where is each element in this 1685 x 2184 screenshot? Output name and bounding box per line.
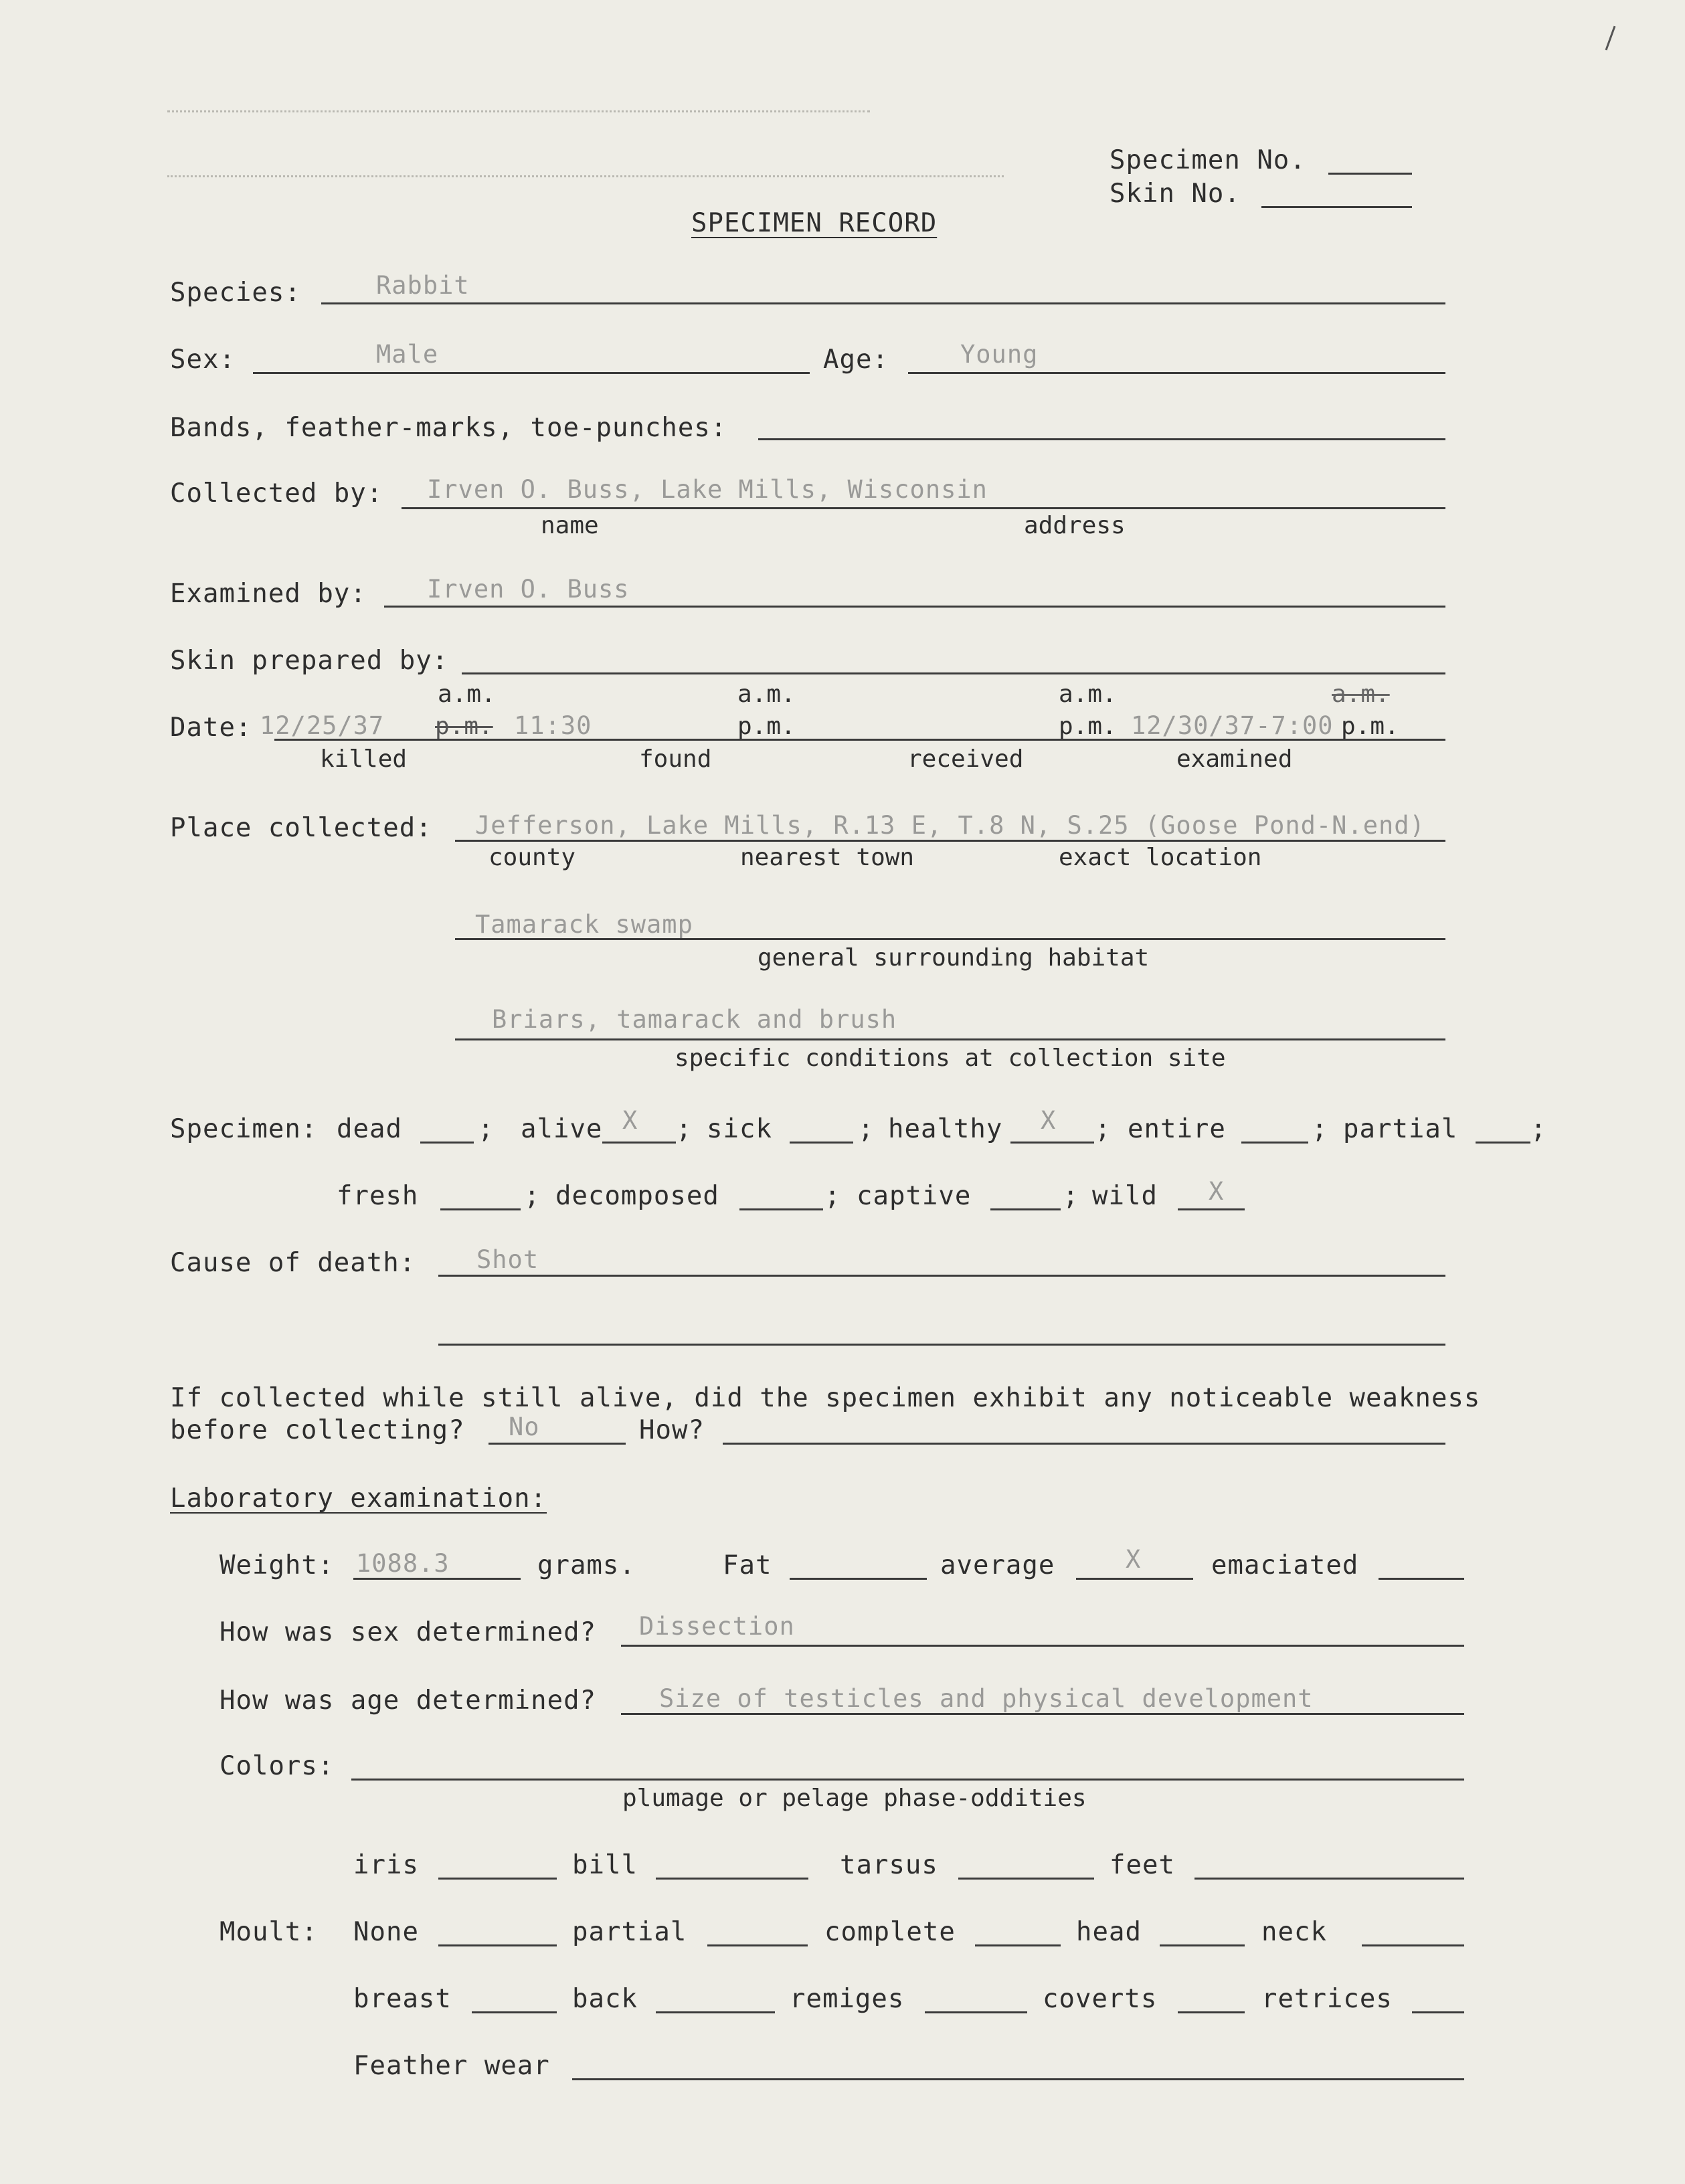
collected-by-field[interactable] <box>402 507 1445 509</box>
feet-field[interactable] <box>1194 1878 1464 1880</box>
species-label: Species: <box>170 278 301 308</box>
healthy-label: healthy <box>888 1114 1003 1144</box>
iris-field[interactable] <box>438 1878 557 1880</box>
form-title: SPECIMEN RECORD <box>691 208 938 238</box>
grams-label: grams. <box>537 1550 636 1580</box>
remiges-label: remiges <box>790 1984 905 2014</box>
decomposed-field[interactable] <box>739 1208 823 1210</box>
collected-by-value: Irven O. Buss, Lake Mills, Wisconsin <box>427 475 988 504</box>
specimen-no-field[interactable] <box>1328 173 1412 175</box>
sick-field[interactable] <box>790 1142 853 1144</box>
weight-value: 1088.3 <box>356 1549 450 1578</box>
moult-complete-field[interactable] <box>975 1944 1061 1946</box>
sep: ; <box>1095 1114 1112 1144</box>
feather-wear-field[interactable] <box>572 2078 1464 2080</box>
bill-label: bill <box>572 1850 638 1880</box>
place-collected-label: Place collected: <box>170 813 432 843</box>
average-label: average <box>940 1550 1055 1580</box>
habitat-value: Tamarack swamp <box>475 910 693 939</box>
wild-label: wild <box>1092 1181 1158 1211</box>
moult-none-label: None <box>353 1917 419 1947</box>
conditions-caption: specific conditions at collection site <box>675 1044 1226 1072</box>
wild-field[interactable] <box>1178 1208 1245 1210</box>
tarsus-field[interactable] <box>958 1878 1094 1880</box>
tarsus-label: tarsus <box>840 1850 938 1880</box>
age-determined-field[interactable] <box>621 1713 1464 1715</box>
habitat-caption: general surrounding habitat <box>758 944 1150 972</box>
age-determined-question: How was age determined? <box>219 1686 597 1716</box>
killed-am: a.m. <box>438 680 496 708</box>
date-found-caption: found <box>639 745 712 773</box>
emaciated-field[interactable] <box>1379 1578 1464 1580</box>
sep: ; <box>1312 1114 1328 1144</box>
habitat-field[interactable] <box>455 938 1445 940</box>
breast-label: breast <box>353 1984 452 2014</box>
age-determined-answer: Size of testicles and physical development <box>659 1684 1314 1713</box>
dead-field[interactable] <box>420 1142 474 1144</box>
moult-complete-label: complete <box>824 1917 956 1947</box>
how-label: How? <box>639 1415 705 1445</box>
collected-name-caption: name <box>541 512 599 539</box>
killed-pm-struck: p.m. <box>435 713 493 740</box>
found-am: a.m. <box>737 680 796 708</box>
bleed-through-mark <box>167 110 870 112</box>
lab-heading: Laboratory examination: <box>170 1483 547 1514</box>
date-received-caption: received <box>907 745 1024 773</box>
received-pm: p.m. <box>1059 713 1117 740</box>
coverts-field[interactable] <box>1178 2011 1245 2013</box>
date-field[interactable] <box>274 739 1445 741</box>
weakness-answer-field[interactable] <box>489 1443 626 1445</box>
examined-by-label: Examined by: <box>170 579 367 609</box>
cause-of-death-label: Cause of death: <box>170 1248 416 1278</box>
captive-field[interactable] <box>990 1208 1061 1210</box>
cause-of-death-value: Shot <box>476 1245 539 1274</box>
alive-field[interactable] <box>602 1142 676 1144</box>
sep: ; <box>676 1114 693 1144</box>
entire-field[interactable] <box>1241 1142 1308 1144</box>
examined-date-value: 12/30/37-7:00 <box>1131 711 1334 740</box>
retrices-label: retrices <box>1261 1984 1393 2014</box>
bill-field[interactable] <box>656 1878 808 1880</box>
skin-prepared-label: Skin prepared by: <box>170 646 449 676</box>
conditions-value: Briars, tamarack and brush <box>492 1005 897 1034</box>
moult-none-field[interactable] <box>438 1944 557 1946</box>
sex-determined-answer: Dissection <box>639 1612 795 1641</box>
corner-mark <box>1605 26 1616 51</box>
place-location-caption: exact location <box>1059 844 1262 871</box>
moult-head-label: head <box>1076 1917 1142 1947</box>
fat-field[interactable] <box>790 1578 927 1580</box>
received-am: a.m. <box>1059 680 1117 708</box>
skin-no-field[interactable] <box>1261 206 1412 208</box>
examined-by-field[interactable] <box>384 606 1445 608</box>
bleed-through-mark <box>167 175 1004 177</box>
retrices-field[interactable] <box>1412 2011 1464 2013</box>
sep: ; <box>478 1114 495 1144</box>
date-label: Date: <box>170 713 252 743</box>
iris-label: iris <box>353 1850 419 1880</box>
species-value: Rabbit <box>376 271 470 300</box>
sep: ; <box>524 1181 541 1211</box>
decomposed-label: decomposed <box>555 1181 719 1211</box>
weight-label: Weight: <box>219 1550 335 1580</box>
sick-label: sick <box>707 1114 772 1144</box>
emaciated-label: emaciated <box>1211 1550 1359 1580</box>
sex-value: Male <box>376 340 439 369</box>
feather-wear-label: Feather wear <box>353 2051 550 2081</box>
found-pm: p.m. <box>737 713 796 740</box>
colors-label: Colors: <box>219 1751 335 1781</box>
healthy-mark: X <box>1041 1106 1057 1135</box>
weakness-question-line2: before collecting? <box>170 1415 465 1445</box>
moult-head-field[interactable] <box>1160 1944 1245 1946</box>
sep: ; <box>824 1181 841 1211</box>
feet-label: feet <box>1110 1850 1175 1880</box>
partial-label: partial <box>1343 1114 1458 1144</box>
breast-field[interactable] <box>472 2011 557 2013</box>
sep: ; <box>1530 1114 1547 1144</box>
alive-mark: X <box>622 1106 638 1135</box>
back-label: back <box>572 1984 638 2014</box>
sex-field[interactable] <box>253 372 810 374</box>
moult-label: Moult: <box>219 1917 318 1947</box>
specimen-no-label: Specimen No. <box>1110 145 1306 175</box>
moult-partial-label: partial <box>572 1917 687 1947</box>
wild-mark: X <box>1209 1177 1225 1206</box>
species-field[interactable] <box>321 302 1445 304</box>
killed-time-value: 11:30 <box>514 711 592 740</box>
sex-label: Sex: <box>170 345 236 375</box>
age-value: Young <box>960 340 1039 369</box>
moult-neck-label: neck <box>1261 1917 1327 1947</box>
sep: ; <box>1063 1181 1079 1211</box>
date-killed-caption: killed <box>320 745 408 773</box>
examined-by-value: Irven O. Buss <box>427 575 630 604</box>
examined-pm: p.m. <box>1341 713 1399 740</box>
alive-label: alive <box>521 1114 603 1144</box>
place-town-caption: nearest town <box>740 844 915 871</box>
bands-label: Bands, feather-marks, toe-punches: <box>170 413 727 443</box>
colors-field[interactable] <box>351 1779 1464 1781</box>
sex-determined-field[interactable] <box>621 1645 1464 1647</box>
place-collected-value: Jefferson, Lake Mills, R.13 E, T.8 N, S.25 (Goose Pond-N.end) <box>475 811 1425 840</box>
sep: ; <box>858 1114 875 1144</box>
dead-label: dead <box>337 1114 402 1144</box>
sex-determined-question: How was sex determined? <box>219 1617 597 1647</box>
examined-am-struck: a.m. <box>1332 680 1390 708</box>
bands-field[interactable] <box>758 438 1445 440</box>
average-mark: X <box>1126 1545 1142 1574</box>
plumage-caption: plumage or pelage phase-oddities <box>622 1785 1087 1812</box>
fat-label: Fat <box>723 1550 772 1580</box>
cause-of-death-field-2[interactable] <box>438 1344 1445 1346</box>
age-label: Age: <box>823 345 889 375</box>
killed-date-value: 12/25/37 <box>260 711 385 740</box>
skin-no-label: Skin No. <box>1110 179 1241 209</box>
how-field[interactable] <box>723 1443 1445 1445</box>
place-county-caption: county <box>489 844 576 871</box>
cause-of-death-field[interactable] <box>438 1275 1445 1277</box>
captive-label: captive <box>857 1181 972 1211</box>
healthy-field[interactable] <box>1010 1142 1094 1144</box>
weakness-answer: No <box>509 1413 540 1441</box>
partial-field[interactable] <box>1476 1142 1530 1144</box>
conditions-field[interactable] <box>455 1038 1445 1040</box>
collected-address-caption: address <box>1024 512 1126 539</box>
fresh-field[interactable] <box>440 1208 521 1210</box>
weakness-question: If collected while still alive, did the specimen exhibit any noticeable weakness <box>170 1383 1481 1413</box>
average-field[interactable] <box>1076 1578 1193 1580</box>
weight-field[interactable] <box>353 1578 521 1580</box>
coverts-label: coverts <box>1043 1984 1158 2014</box>
age-field[interactable] <box>908 372 1445 374</box>
moult-neck-field[interactable] <box>1362 1944 1464 1946</box>
remiges-field[interactable] <box>925 2011 1027 2013</box>
date-examined-caption: examined <box>1176 745 1293 773</box>
place-collected-field[interactable] <box>455 840 1445 842</box>
entire-label: entire <box>1128 1114 1226 1144</box>
collected-by-label: Collected by: <box>170 478 383 509</box>
skin-prepared-field[interactable] <box>462 672 1445 674</box>
fresh-label: fresh <box>337 1181 419 1211</box>
specimen-label: Specimen: <box>170 1114 318 1144</box>
back-field[interactable] <box>656 2011 775 2013</box>
moult-partial-field[interactable] <box>707 1944 808 1946</box>
